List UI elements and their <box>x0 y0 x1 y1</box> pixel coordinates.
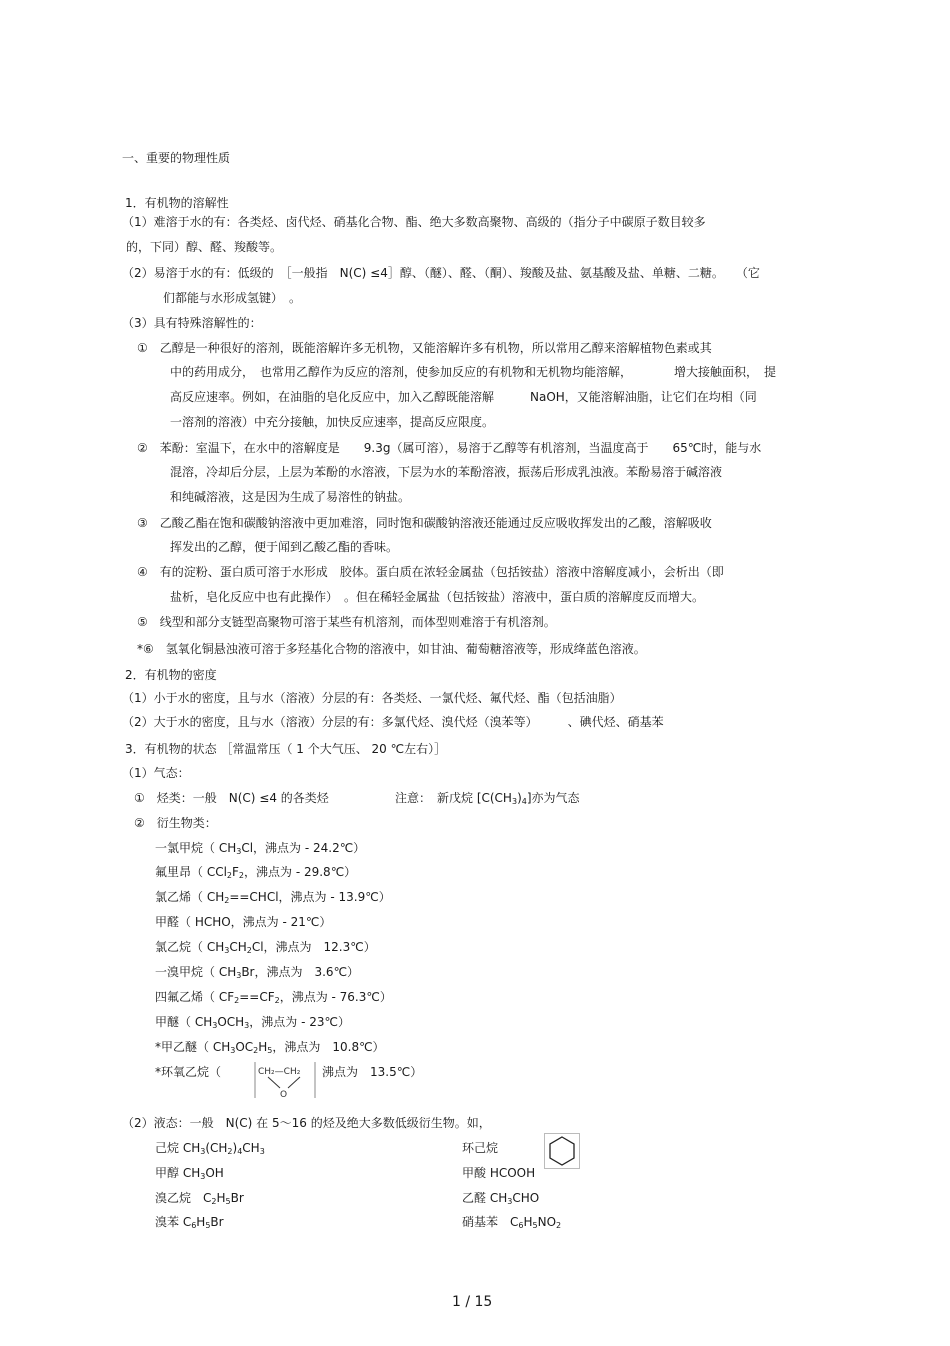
item3-line2: 挥发出的乙醇，便于闻到乙酸乙酯的香味。 <box>170 540 399 554</box>
liquid-cyclohexane: 环己烷 <box>462 1141 499 1155</box>
compound-chloroethane: 氯乙烷（ $CH_3CH_2Cl$，沸点为 12.3℃） <box>155 940 376 955</box>
compound-vinyl-chloride: 氯乙烯（ $CH_2==CHCl$，沸点为 - 13.9℃） <box>155 890 391 905</box>
epoxide-structure-icon <box>254 1060 316 1100</box>
liquid-nitrobenzene: 硝基苯 $C_6H_5NO_2$ <box>462 1215 562 1230</box>
item2-line2: 混溶，冷却后分层，上层为苯酚的水溶液，下层为水的苯酚溶液，振荡后形成乳浊液。苯酚易溶于碱溶液 <box>170 465 723 479</box>
compound-formaldehyde: 甲醛（ HCHO，沸点为 - 21℃） <box>155 915 332 929</box>
item6: *⑥ 氢氧化铜悬浊液可溶于多羟基化合物的溶液中，如甘油、葡萄糖溶液等，形成绛蓝色溶液。 <box>137 642 646 656</box>
solubility-p2-line2: 们都能与水形成氢键） 。 <box>163 291 302 305</box>
density-p2: （2）大于水的密度，且与水（溶液）分层的有：多氯代烃、溴代烃（溴苯等） 、碘代烃、硝基苯 <box>122 715 664 729</box>
heading-density: 2．有机物的密度 <box>125 668 217 682</box>
liquid-bromoethane: 溴乙烷 $C_2H_5Br$ <box>155 1191 244 1206</box>
compound-ethylene-oxide-bp: 沸点为 13.5℃） <box>322 1065 423 1079</box>
compound-ethylene-oxide-label: *环氧乙烷（ <box>155 1065 222 1079</box>
gas-item1: ① 烃类：一般 N(C) ≤4 的各类烃 <box>134 791 329 805</box>
liquid-acetaldehyde: 乙醛 $CH_3CHO$ <box>462 1191 540 1206</box>
liquid-bromobenzene: 溴苯 $C_6H_5Br$ <box>155 1215 224 1230</box>
liquid-methanol: 甲醇 $CH_3OH$ <box>155 1166 224 1181</box>
compound-dimethyl-ether: 甲醚（ $CH_3OCH_3$，沸点为 - 23℃） <box>155 1015 350 1030</box>
solubility-p1-line1: （1）难溶于水的有：各类烃、卤代烃、硝基化合物、酯、绝大多数高聚物、高级的（指分子中碳原子数目较多 <box>122 215 706 229</box>
svg-text:O: O <box>280 1090 288 1100</box>
svg-text:CH₂—CH₂: CH₂—CH₂ <box>258 1067 301 1077</box>
page-number: 1 / 15 <box>452 1294 493 1310</box>
cyclohexane-ring-icon <box>544 1133 580 1169</box>
item2-line1: ② 苯酚：室温下，在水中的溶解度是 9.3g（属可溶），易溶于乙醇等有机溶剂，当温度高于 65℃时，能与水 <box>137 441 762 455</box>
gas-item1-note: 注意： 新戊烷 $[C(CH_3)_4]$亦为气态 <box>395 791 580 806</box>
compound-chloromethane: 一氯甲烷（ $CH_3Cl$，沸点为 - 24.2℃） <box>155 841 366 856</box>
item2-line3: 和纯碱溶液，这是因为生成了易溶性的钠盐。 <box>170 490 411 504</box>
liquid-formic-acid: 甲酸 HCOOH <box>462 1166 536 1180</box>
item4-line1: ④ 有的淀粉、蛋白质可溶于水形成 胶体。蛋白质在浓轻金属盐（包括铵盐）溶液中溶解度减小，会析出（即 <box>137 565 724 579</box>
gas-heading: （1）气态： <box>122 766 190 780</box>
heading-solubility: 1．有机物的溶解性 <box>125 196 229 210</box>
solubility-p2-line1: （2）易溶于水的有：低级的 ［一般指 N(C) ≤4］醇、（醚）、醛、（酮）、羧酸及盐、氨基酸及盐、单糖、二糖。 （它 <box>122 266 760 280</box>
liquid-hexane: 己烷 $CH_3(CH_2)_4CH_3$ <box>155 1141 265 1156</box>
item3-line1: ③ 乙酸乙酯在饱和碳酸钠溶液中更加难溶，同时饱和碳酸钠溶液还能通过反应吸收挥发出的乙酸，溶解吸收 <box>137 516 712 530</box>
item1-line4: 一溶剂的溶液）中充分接触，加快反应速率，提高反应限度。 <box>170 415 495 429</box>
solubility-p3: （3）具有特殊溶解性的： <box>122 316 262 330</box>
item4-line2: 盐析，皂化反应中也有此操作） 。但在稀轻金属盐（包括铵盐）溶液中，蛋白质的溶解度反而增大。 <box>170 590 705 604</box>
solubility-p1-line2: 的，下同）醇、醛、羧酸等。 <box>126 240 283 254</box>
compound-tetrafluoroethylene: 四氟乙烯（ $CF_2==CF_2$，沸点为 - 76.3℃） <box>155 990 392 1005</box>
item5: ⑤ 线型和部分支链型高聚物可溶于某些有机溶剂，而体型则难溶于有机溶剂。 <box>137 615 556 629</box>
density-p1: （1）小于水的密度，且与水（溶液）分层的有：各类烃、一氯代烃、氟代烃、酯（包括油脂） <box>122 691 622 705</box>
compound-bromomethane: 一溴甲烷（ $CH_3Br$，沸点为 3.6℃） <box>155 965 360 980</box>
compound-methyl-ethyl-ether: *甲乙醚（ $CH_3OC_2H_5$，沸点为 10.8℃） <box>155 1040 385 1055</box>
item1-line2: 中的药用成分， 也常用乙醇作为反应的溶剂，使参加反应的有机物和无机物均能溶解， 增大接触面积， 提 <box>170 365 777 379</box>
liquid-heading: （2）液态：一般 N(C) 在 5～16 的烃及绝大多数低级衍生物。如， <box>122 1116 491 1130</box>
gas-item2: ② 衍生物类： <box>134 816 217 830</box>
section-title: 一、重要的物理性质 <box>122 151 231 165</box>
item1-line1: ① 乙醇是一种很好的溶剂，既能溶解许多无机物，又能溶解许多有机物，所以常用乙醇来溶解植物色素或其 <box>137 341 712 355</box>
compound-freon: 氟里昂（ $CCl_2F_2$，沸点为 - 29.8℃） <box>155 865 357 880</box>
item1-line3: 高反应速率。例如，在油脂的皂化反应中，加入乙醇既能溶解 NaOH，又能溶解油脂，让它们在均相（同 <box>170 390 757 404</box>
heading-state: 3．有机物的状态 ［常温常压（ 1 个大气压、 20 ℃左右）］ <box>125 742 447 756</box>
